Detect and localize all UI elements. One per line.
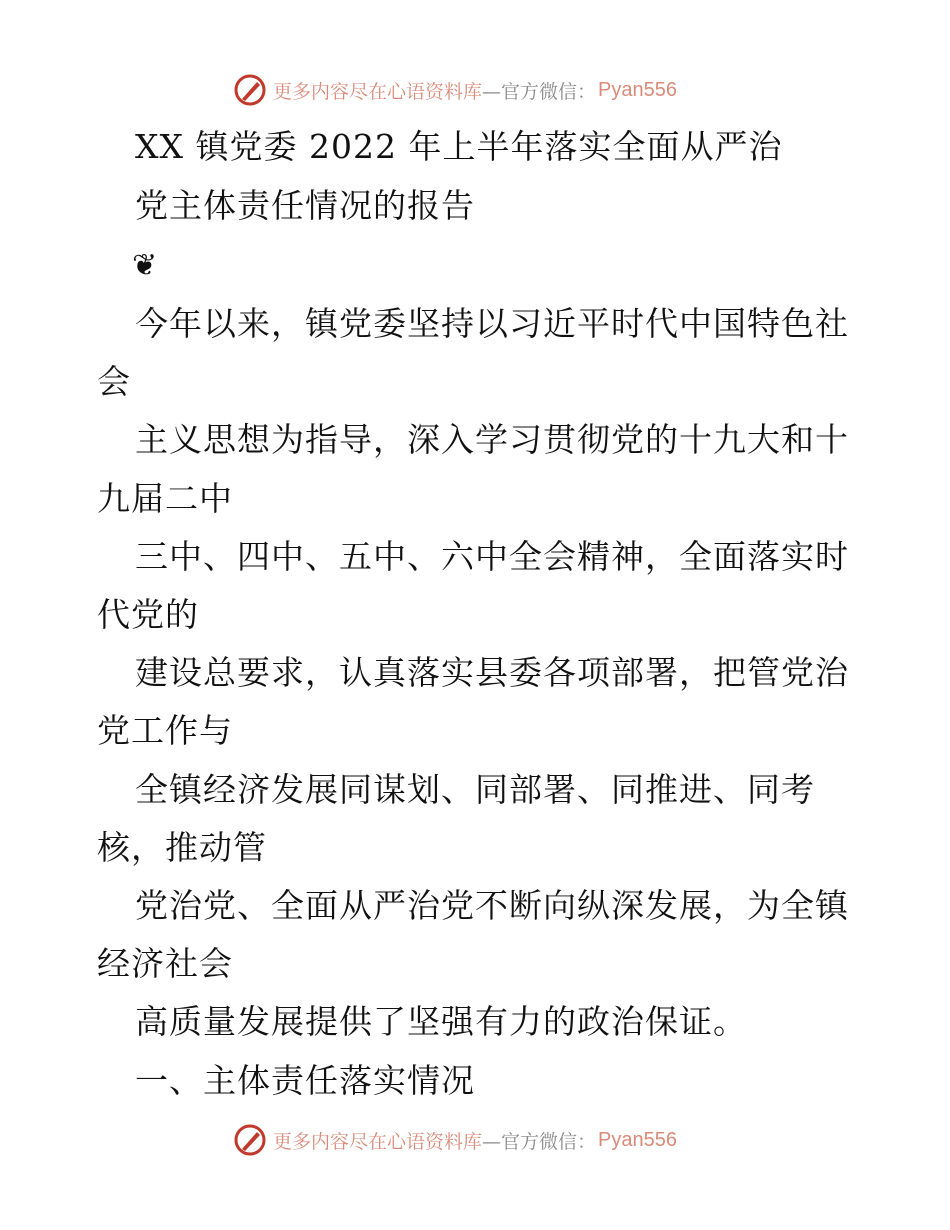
body-line: 核，推动管	[97, 827, 267, 867]
body-line: 经济社会	[97, 944, 233, 984]
footer-watermark	[233, 1122, 677, 1158]
header-watermark	[233, 72, 677, 108]
watermark-wechat: Pyan556	[598, 1128, 677, 1151]
watermark-dash: —官方微信：	[482, 80, 597, 103]
body-line: 一、主体责任落实情况	[135, 1060, 475, 1100]
doc-title-line-2: 党主体责任情况的报告	[135, 186, 475, 225]
doc-title-line-1: XX 镇党委 2022 年上半年落实全面从严治	[135, 127, 783, 166]
body-line: 主义思想为指导，深入学习贯彻党的十九大和十	[135, 420, 849, 460]
watermark-dash: —官方微信：	[482, 1130, 597, 1153]
pen-logo-icon	[233, 1123, 267, 1157]
body-line: 党治党、全面从严治党不断向纵深发展，为全镇	[135, 886, 849, 925]
body-line: 高质量发展提供了坚强有力的政治保证。	[135, 1002, 747, 1042]
body-line: 今年以来，镇党委坚持以习近平时代中国特色社	[135, 304, 849, 343]
body-line: 代党的	[97, 595, 199, 634]
pen-logo-icon	[233, 73, 267, 107]
body-line: 建设总要求，认真落实县委各项部署，把管党治	[135, 653, 849, 693]
body-line: 会	[97, 362, 131, 402]
body-line: 九届二中	[97, 478, 233, 518]
ornament-icon: ❦	[132, 248, 158, 283]
watermark-site: 更多内容尽在心语资料库	[273, 80, 483, 103]
body-line: 三中、四中、五中、六中全会精神，全面落实时	[135, 536, 849, 576]
body-line: 党工作与	[97, 711, 233, 751]
watermark-site: 更多内容尽在心语资料库	[273, 1130, 483, 1153]
body-line: 全镇经济发展同谋划、同部署、同推进、同考	[135, 769, 815, 809]
watermark-wechat: Pyan556	[598, 78, 677, 101]
